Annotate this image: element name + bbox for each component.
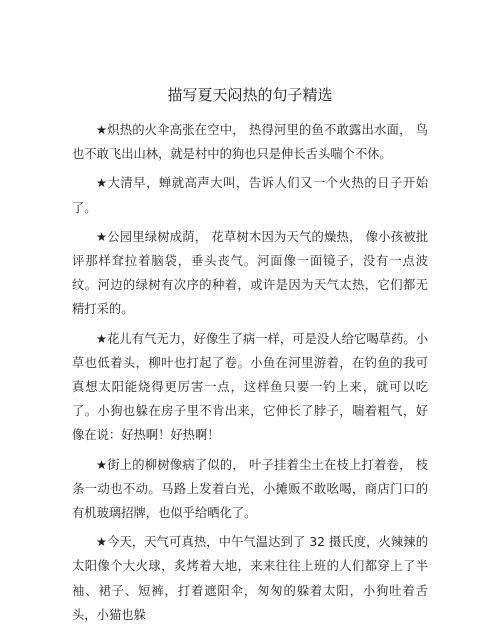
article-title: 描写夏天闷热的句子精选 xyxy=(167,86,333,104)
paragraph-6: ★今天，天气可真热，中午气温达到了 32 摄氏度，火辣辣的太阳像个大火球，炙烤着大地，来来往往上班的人们都穿上了半袖、裙子、短裤，打着遮阳伞，匆匆的躲着太阳，小狗吐着舌头，小猫也躲 xyxy=(72,535,428,622)
paragraph-2: ★大清早，蝉就高声大叫，告诉人们又一个火热的日子开始了。 xyxy=(72,176,428,215)
paragraph-1: ★炽热的火伞高张在空中， 热得河里的鱼不敢露出水面， 鸟也不敢飞出山林，就是村中的狗也只是伸长舌头喘个不休。 xyxy=(72,123,428,162)
paragraph-4: ★花儿有气无力，好像生了病一样，可是没人给它喝草药。小草也低着头，柳叶也打起了卷。小鱼在河里游着，在钓鱼的我可真想太阳能烧得更厉害一点，这样鱼只要一钓上来，就可以吃了。小狗也躲在房子里不肯出来，它伸长了脖子，喘着粗气，好像在说：好热啊！好热啊！ xyxy=(72,331,428,443)
article-body xyxy=(72,118,428,632)
paragraph-5: ★街上的柳树像病了似的， 叶子挂着尘土在枝上打着卷， 枝条一动也不动。马路上发着白光，小摊贩不敢吆喝，商店门口的有机玻璃招牌，也似乎给晒化了。 xyxy=(72,457,428,521)
paragraph-3: ★公园里绿树成荫， 花草树木因为天气的燥热， 像小孩被批评那样耷拉着脑袋，垂头丧气。河面像一面镜子，没有一点波纹。河边的绿树有次序的种着，或许是因为天气太热，它们都无精打采的。 xyxy=(72,229,428,317)
